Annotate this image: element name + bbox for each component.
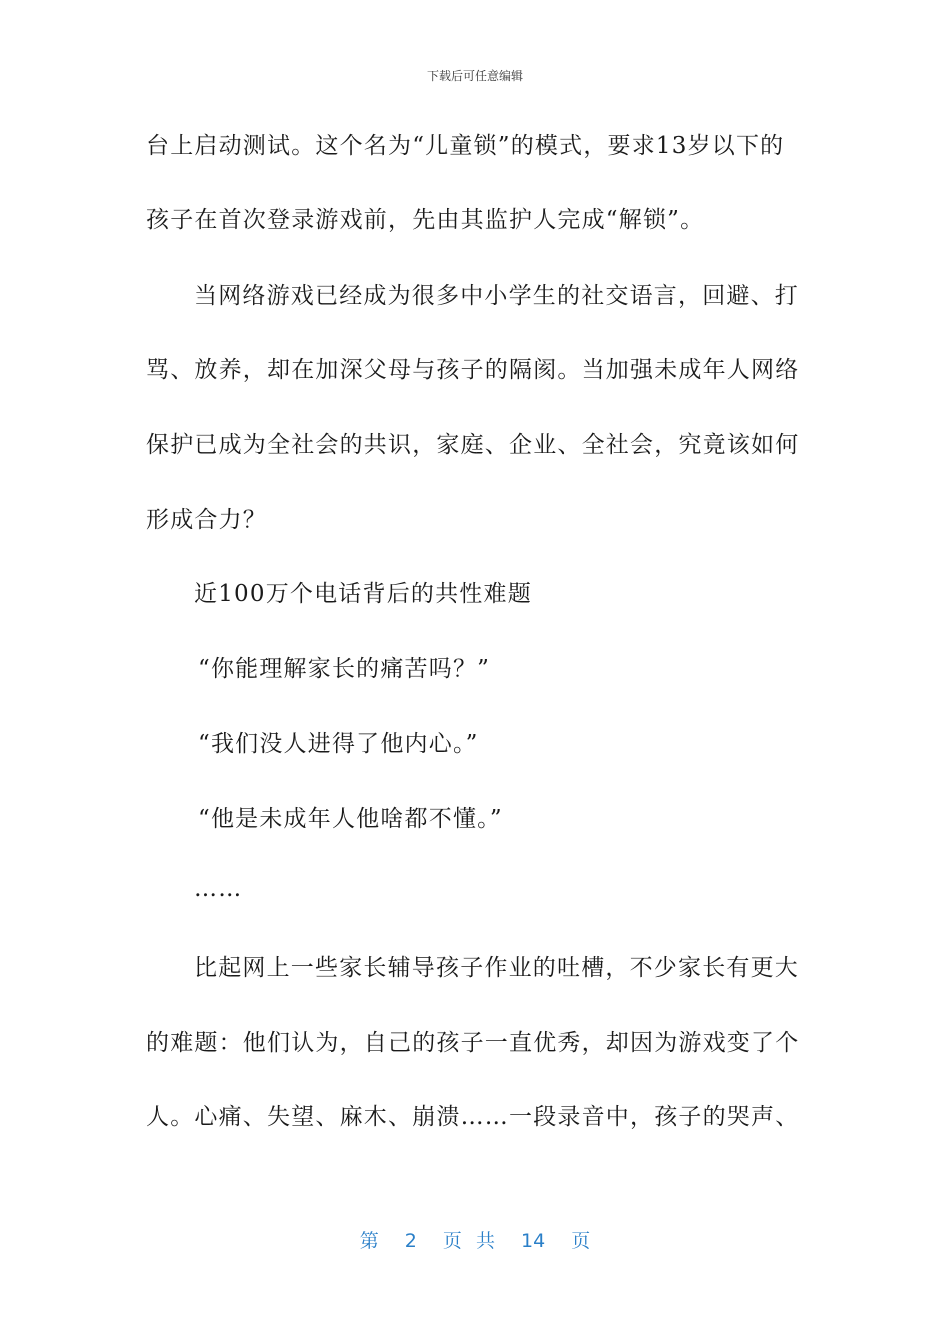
body-line: 骂、放养，却在加深父母与孩子的隔阂。当加强未成年人网络 [146,357,800,383]
footer-label-pages: 页 [571,1230,591,1252]
body-line: 的难题：他们认为，自己的孩子一直优秀，却因为游戏变了个 [146,1030,800,1056]
header-note: 下载后可任意编辑 [426,69,523,83]
body-line: 保护已成为全社会的共识，家庭、企业、全社会，究竟该如何 [146,432,800,458]
section-heading: 近100万个电话背后的共性难题 [194,581,532,607]
body-line: 形成合力？ [146,507,267,533]
footer-total-pages: 14 [521,1230,546,1252]
footer-label-page: 第 [359,1230,379,1252]
body-line: 当网络游戏已经成为很多中小学生的社交语言，回避、打 [194,283,799,309]
quote-line: “你能理解家长的痛苦吗？” [198,656,491,682]
body-line: 台上启动测试。这个名为“儿童锁”的模式，要求13岁以下的 [146,133,785,159]
footer-current-page: 2 [404,1230,417,1252]
body-line: 孩子在首次登录游戏前，先由其监护人完成“解锁”。 [146,207,705,233]
ellipsis-line: …… [194,876,243,902]
body-line: 比起网上一些家长辅导孩子作业的吐槽，不少家长有更大 [194,955,799,981]
body-line: 人。心痛、失望、麻木、崩溃……一段录音中，孩子的哭声、 [146,1104,800,1130]
quote-line: “他是未成年人他啥都不懂。” [198,806,503,832]
page-footer [0,1226,950,1253]
quote-line: “我们没人进得了他内心。” [198,731,479,757]
footer-label-of: 页 共 [442,1230,495,1252]
